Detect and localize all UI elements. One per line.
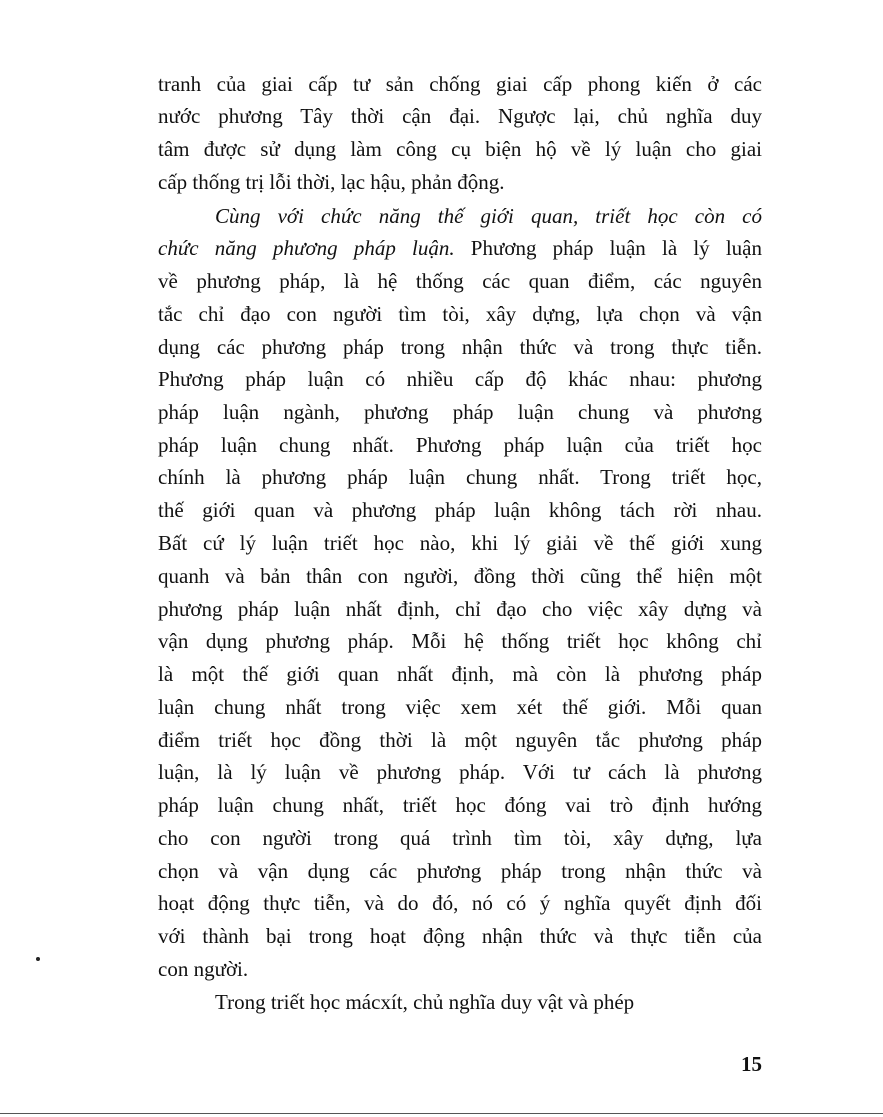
emphasis-text: chức năng phương pháp luận. [158,236,455,260]
text-segment: tâm được sử dụng làm công cụ biện hộ về lý luận cho giai [158,137,762,161]
text-segment: cho con người trong quá trình tìm tòi, xây dựng, lựa [158,826,762,850]
text-line [158,298,762,330]
text-segment: Trong triết học mácxít, chủ nghĩa duy vật và phép [215,990,635,1014]
text-segment: Phương pháp luận có nhiều cấp độ khác nhau: phương [158,367,762,391]
text-line [158,887,762,919]
text-line [158,461,762,493]
text-segment: quanh và bản thân con người, đồng thời cũng thể hiện một [158,564,762,588]
text-line [158,396,762,428]
text-segment: hoạt động thực tiễn, và do đó, nó có ý nghĩa quyết định đối [158,891,762,915]
text-segment: điểm triết học đồng thời là một nguyên tắc phương pháp [158,728,762,752]
text-line [158,363,762,395]
text-segment: về phương pháp, là hệ thống các quan điểm, các nguyên [158,269,762,293]
text-line [158,100,762,132]
text-line [158,527,762,559]
text-line [158,494,762,526]
text-line [158,331,762,363]
text-line [158,265,762,297]
text-segment: vận dụng phương pháp. Mỗi hệ thống triết học không chỉ [158,629,762,653]
text-line [158,953,762,985]
text-segment: phương pháp luận nhất định, chỉ đạo cho việc xây dựng và [158,597,762,621]
text-segment: tắc chỉ đạo con người tìm tòi, xây dựng, lựa chọn và vận [158,302,762,326]
text-segment: cấp thống trị lỗi thời, lạc hậu, phản động. [158,170,505,194]
text-line [158,68,762,100]
text-line [158,789,762,821]
text-segment: luận chung nhất trong việc xem xét thế giới. Mỗi quan [158,695,762,719]
text-segment: nước phương Tây thời cận đại. Ngược lại, chủ nghĩa duy [158,104,762,128]
text-line [215,200,762,232]
text-segment: dụng các phương pháp trong nhận thức và trong thực tiễn. [158,335,762,359]
text-line [215,986,762,1018]
text-line [158,756,762,788]
text-line [158,625,762,657]
text-line [158,724,762,756]
text-segment: luận, là lý luận về phương pháp. Với tư cách là phương [158,760,762,784]
text-segment: pháp luận chung nhất. Phương pháp luận của triết học [158,433,762,457]
page-number: 15 [741,1052,762,1076]
margin-speck-mark [36,957,40,961]
emphasis-text: Cùng với chức năng thế giới quan, triết học còn có [215,204,762,228]
text-line [158,232,762,264]
text-segment: pháp luận ngành, phương pháp luận chung và phương [158,400,762,424]
text-segment: thế giới quan và phương pháp luận không tách rời nhau. [158,498,762,522]
text-segment: con người. [158,957,249,981]
scan-edge-line [0,1113,883,1114]
text-segment: pháp luận chung nhất, triết học đóng vai trò định hướng [158,793,762,817]
text-line [158,593,762,625]
text-segment: với thành bại trong hoạt động nhận thức và thực tiễn của [158,924,762,948]
text-line [158,133,762,165]
text-line [158,166,762,198]
text-segment: chọn và vận dụng các phương pháp trong nhận thức và [158,859,762,883]
text-line [158,691,762,723]
text-segment: Bất cứ lý luận triết học nào, khi lý giải về thế giới xung [158,531,762,555]
text-segment: Phương pháp luận là lý luận [454,236,762,260]
text-segment: chính là phương pháp luận chung nhất. Trong triết học, [158,465,762,489]
text-line [158,560,762,592]
text-line [158,822,762,854]
text-line [158,429,762,461]
text-segment: là một thế giới quan nhất định, mà còn là phương pháp [158,662,762,686]
text-segment: tranh của giai cấp tư sản chống giai cấp phong kiến ở các [158,72,762,96]
text-line [158,920,762,952]
text-line [158,658,762,690]
text-line [158,855,762,887]
